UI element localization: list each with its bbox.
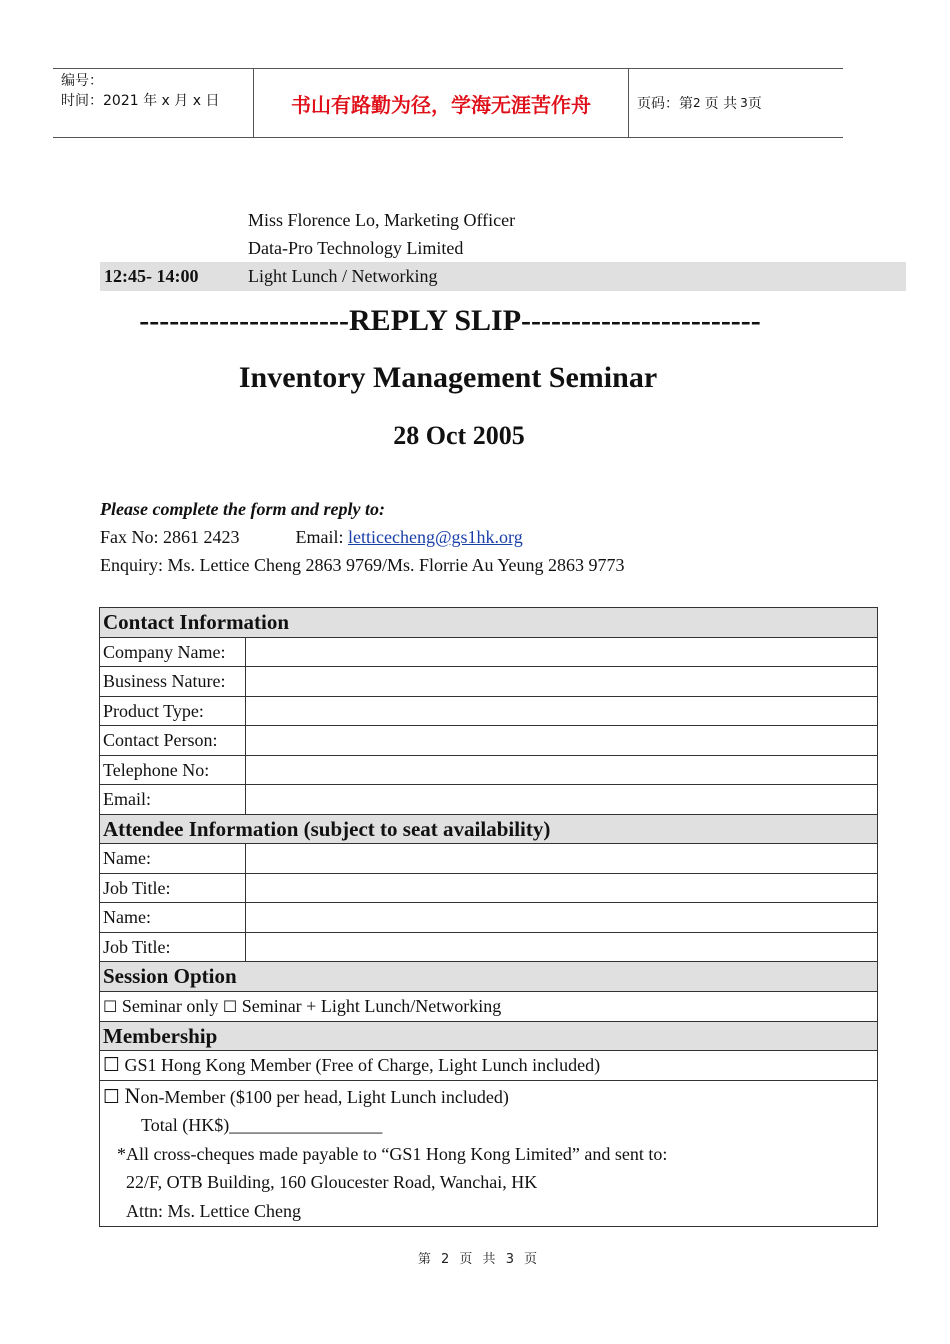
header-page-number: 页码：第 2 页 共 3 页 [637, 96, 762, 112]
table-row [100, 1051, 878, 1081]
company-name-input[interactable] [246, 637, 878, 667]
table-row: ☐ Non-Member ($100 per head, Light Lunch included) Total (HK$)_________________ *All cross-cheques made payable to “GS1 Hong Kong Limited” and sent to: 22/F, OTB Building, 160 Gloucester Road, Wanchai, HK Attn: Ms. Lettice Cheng [100, 1080, 878, 1227]
attendee-2-job-title-input[interactable] [246, 932, 878, 962]
speaker-line-1: Miss Florence Lo, Marketing Officer [248, 210, 516, 230]
field-label: Product Type: [100, 696, 246, 726]
field-label: Business Nature: [100, 667, 246, 697]
seminar-date: 28 Oct 2005 [393, 421, 525, 450]
table-row [100, 726, 878, 756]
instructions-heading: Please complete the form and reply to: [100, 499, 385, 519]
email-label: Email: [295, 527, 344, 547]
header-motto: 书山有路勤为径，学海无涯苦作舟 [253, 69, 629, 137]
seminar-lunch-label: Seminar + Light Lunch/Networking [241, 995, 502, 1016]
field-label: Telephone No: [100, 755, 246, 785]
attendee-2-name-input[interactable] [246, 903, 878, 933]
business-nature-input[interactable] [246, 667, 878, 697]
attention-line: Attn: Ms. Lettice Cheng [126, 1200, 301, 1221]
total-field[interactable]: Total (HK$)_________________ [141, 1115, 383, 1136]
time-label: 时间：2021 年 x 月 x 日 [61, 93, 220, 109]
speaker-line-2: Data-Pro Technology Limited [248, 238, 464, 258]
member-checkbox[interactable]: ☐ [103, 1054, 121, 1077]
email-link[interactable]: letticecheng@gs1hk.org [348, 527, 523, 547]
agenda-description: Light Lunch / Networking [248, 266, 438, 286]
cheque-note: *All cross-cheques made payable to “GS1 Hong Kong Limited” and sent to: [117, 1143, 668, 1164]
table-row [100, 932, 878, 962]
page-footer: 第 2 页 共 3 页 [417, 1252, 541, 1267]
table-row [100, 785, 878, 815]
non-member-checkbox[interactable]: ☐ [103, 1085, 121, 1108]
mailing-address: 22/F, OTB Building, 160 Gloucester Road, Wanchai, HK [126, 1172, 538, 1193]
field-label: Email: [100, 785, 246, 815]
non-member-label: on-Member ($100 per head, Light Lunch included) [140, 1086, 509, 1107]
reply-slip-title: ---------------------REPLY SLIP------------------------ [139, 304, 761, 337]
table-row [100, 903, 878, 933]
seminar-only-checkbox[interactable]: ☐ [103, 996, 118, 1016]
member-label: GS1 Hong Kong Member (Free of Charge, Light Lunch included) [124, 1055, 601, 1076]
table-row [100, 667, 878, 697]
reply-instructions [100, 495, 625, 579]
fax-number: Fax No: 2861 2423 [100, 527, 240, 547]
table-row [100, 873, 878, 903]
seminar-lunch-checkbox[interactable]: ☐ [222, 996, 238, 1016]
attendee-1-name-input[interactable] [246, 844, 878, 874]
table-row [100, 991, 878, 1021]
field-label: Name: [100, 844, 246, 874]
serial-label: 编号： [61, 73, 103, 89]
table-row [100, 637, 878, 667]
membership-section-heading: Membership [100, 1021, 878, 1051]
agenda-row-lunch [100, 262, 906, 291]
attendee-1-job-title-input[interactable] [246, 873, 878, 903]
email-input[interactable] [246, 785, 878, 815]
table-row [100, 696, 878, 726]
field-label: Job Title: [100, 873, 246, 903]
contact-line [100, 523, 625, 551]
seminar-only-label: Seminar only [121, 995, 219, 1016]
telephone-input[interactable] [246, 755, 878, 785]
reply-form-table [99, 607, 878, 1227]
contact-person-input[interactable] [246, 726, 878, 756]
contact-section-heading: Contact Information [100, 608, 878, 638]
page-header [53, 68, 843, 138]
attendee-section-heading: Attendee Information (subject to seat availability) [100, 814, 878, 844]
session-section-heading: Session Option [100, 962, 878, 992]
enquiry-line: Enquiry: Ms. Lettice Cheng 2863 9769/Ms. Florrie Au Yeung 2863 9773 [100, 555, 625, 575]
table-row [100, 844, 878, 874]
product-type-input[interactable] [246, 696, 878, 726]
field-label: Name: [100, 903, 246, 933]
field-label: Contact Person: [100, 726, 246, 756]
agenda-time: 12:45- 14:00 [104, 266, 199, 286]
seminar-title: Inventory Management Seminar [238, 361, 658, 394]
field-label: Job Title: [100, 932, 246, 962]
table-row [100, 755, 878, 785]
field-label: Company Name: [100, 637, 246, 667]
header-meta [53, 69, 253, 137]
